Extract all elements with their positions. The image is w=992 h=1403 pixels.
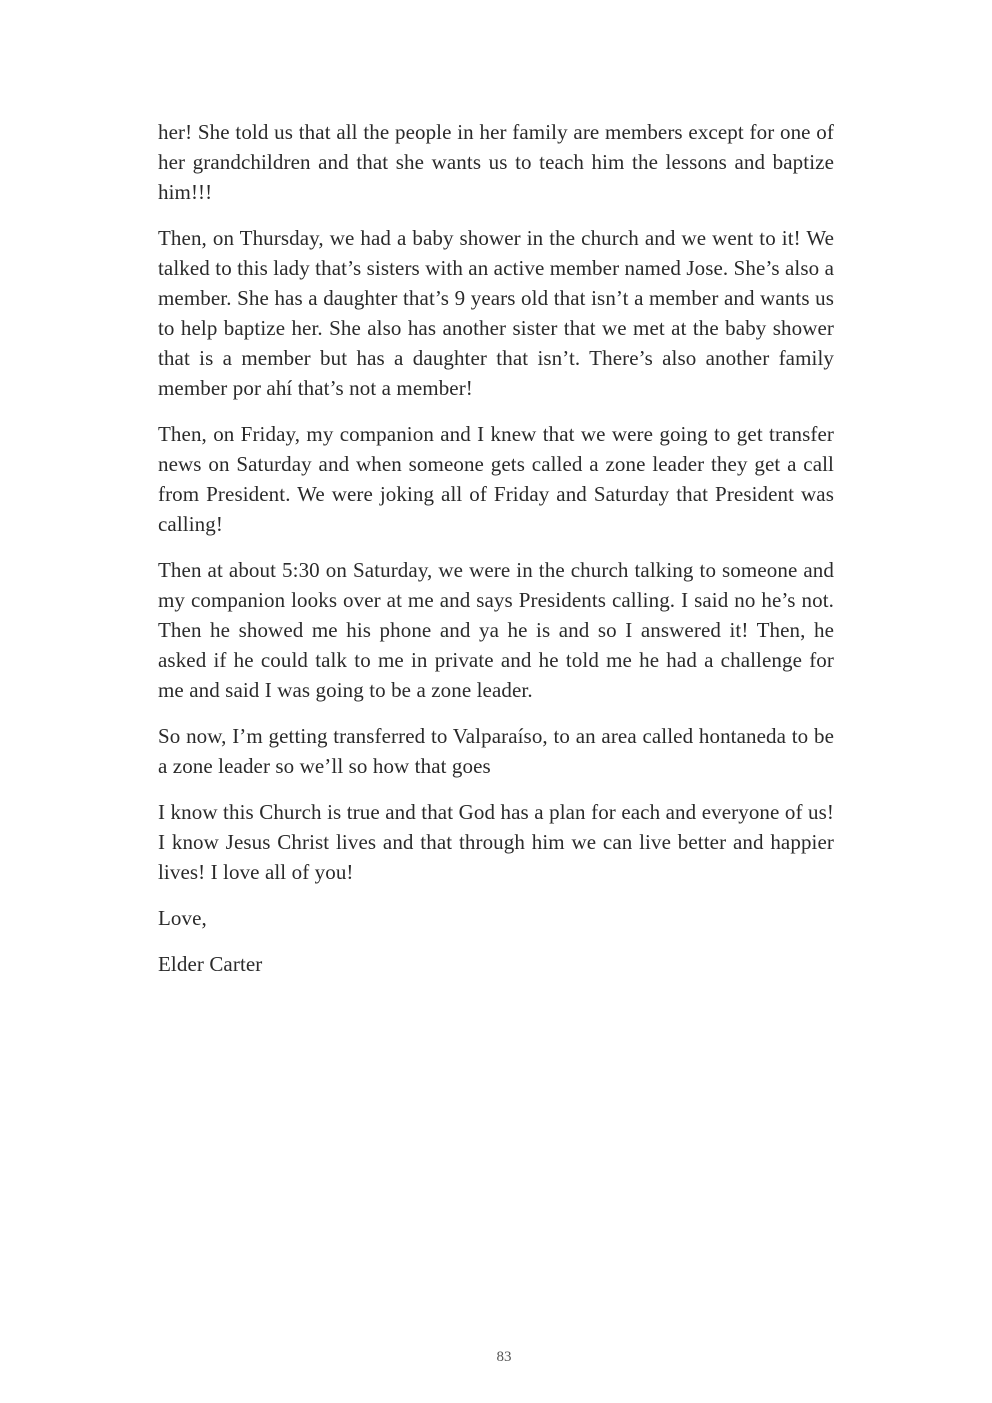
paragraph-5: So now, I’m getting transferred to Valparaíso, to an area called hontaneda to be a zone leader so we’ll so how that goes: [158, 724, 834, 778]
page-number: 83: [496, 1349, 512, 1365]
paragraph-1: her! She told us that all the people in her family are members except for one of her grandchildren and that she wants us to teach him the lessons and baptize him!!!: [158, 120, 834, 204]
signature: Elder Carter: [158, 952, 263, 976]
paragraph-2: Then, on Thursday, we had a baby shower in the church and we went to it! We talked to this lady that’s sisters with an active member named Jose. She’s also a member. She has a daughter that’s 9 years old that isn’t a member and wants us to help baptize her. She also has another sister that we met at the baby shower that is a member but has a daughter that isn’t. There’s also another family member por ahí that’s not a member!: [158, 226, 834, 400]
document-page: [158, 117, 834, 995]
closing: Love,: [158, 906, 207, 930]
paragraph-3: Then, on Friday, my companion and I knew that we were going to get transfer news on Saturday and when someone gets called a zone leader they get a call from President. We were joking all of Friday and Saturday that President was calling!: [158, 422, 834, 536]
paragraph-4: Then at about 5:30 on Saturday, we were in the church talking to someone and my companion looks over at me and says Presidents calling. I said no he’s not. Then he showed me his phone and ya he is and so I answered it! Then, he asked if he could talk to me in private and he told me he had a challenge for me and said I was going to be a zone leader.: [158, 558, 834, 702]
paragraph-6: I know this Church is true and that God has a plan for each and everyone of us! I know Jesus Christ lives and that through him we can live better and happier lives! I love all of you!: [158, 800, 834, 884]
